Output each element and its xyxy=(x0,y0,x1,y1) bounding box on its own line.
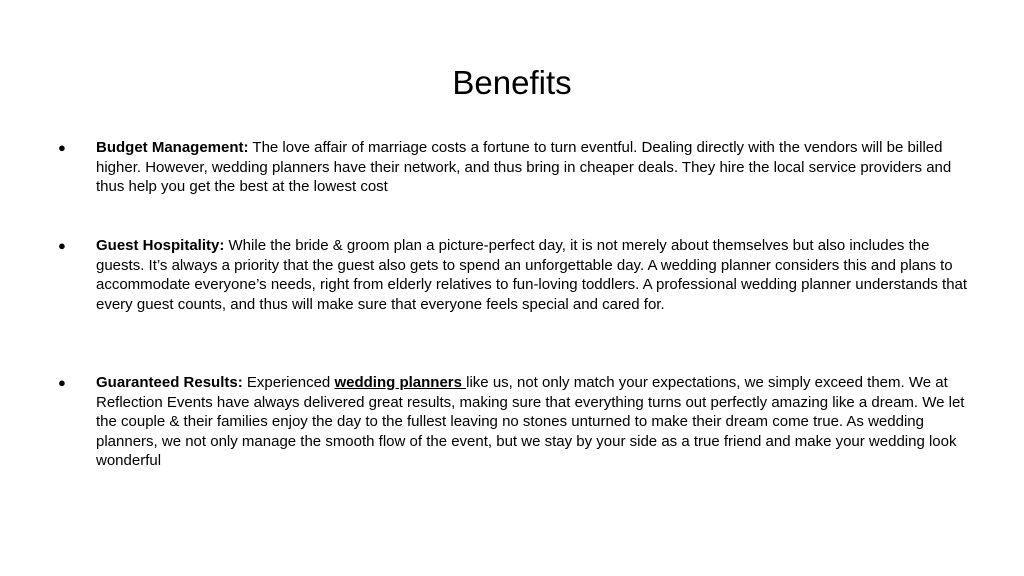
bullet-guest-hospitality xyxy=(58,236,980,314)
bullet-dot-icon: ● xyxy=(58,140,66,155)
bullet-text: The love affair of marriage costs a fortune to turn eventful. Dealing directly with the vendors will be billed higher. However, wedding planners have their network, and thus bring in cheaper deals. They hire the local service providers and thus help you get the best at the lowest cost xyxy=(96,139,952,196)
bullet-heading: Guest Hospitality: xyxy=(96,237,225,254)
slide-title: Benefits xyxy=(452,64,572,101)
bullet-budget-management xyxy=(58,138,980,197)
bullet-text: While the bride & groom plan a picture-perfect day, it is not merely about themselves but also includes the guests. It’s always a priority that the guest also gets to spend an unforgettable day. A wedding planner considers this and plans to accommodate everyone’s needs, right from elderly relatives to fun-loving toddlers. A professional wedding planner understands that every guest counts, and thus will make sure that everyone feels special and cared for. xyxy=(96,237,968,313)
bullet-dot-icon: ● xyxy=(58,375,66,390)
bullet-guaranteed-results xyxy=(58,373,980,471)
bullet-dot-icon: ● xyxy=(58,238,66,253)
bullet-heading: Guaranteed Results: xyxy=(96,374,243,391)
bullet-text-before-link: Experienced xyxy=(242,374,335,391)
bullet-text-after-link: like us, not only match your expectations, we simply exceed them. We at Reflection Events have always delivered great results, making sure that everything turns out perfectly amazing like a dream. We let the couple & their families enjoy the day to the fullest leaving no stones unturned to make their dream come true. As wedding planners, we not only manage the smooth flow of the event, but we stay by your side as a true friend and make your wedding look wonderful xyxy=(96,374,965,470)
wedding-planners-link[interactable]: wedding planners xyxy=(334,374,467,391)
bullet-heading: Budget Management: xyxy=(96,139,249,156)
